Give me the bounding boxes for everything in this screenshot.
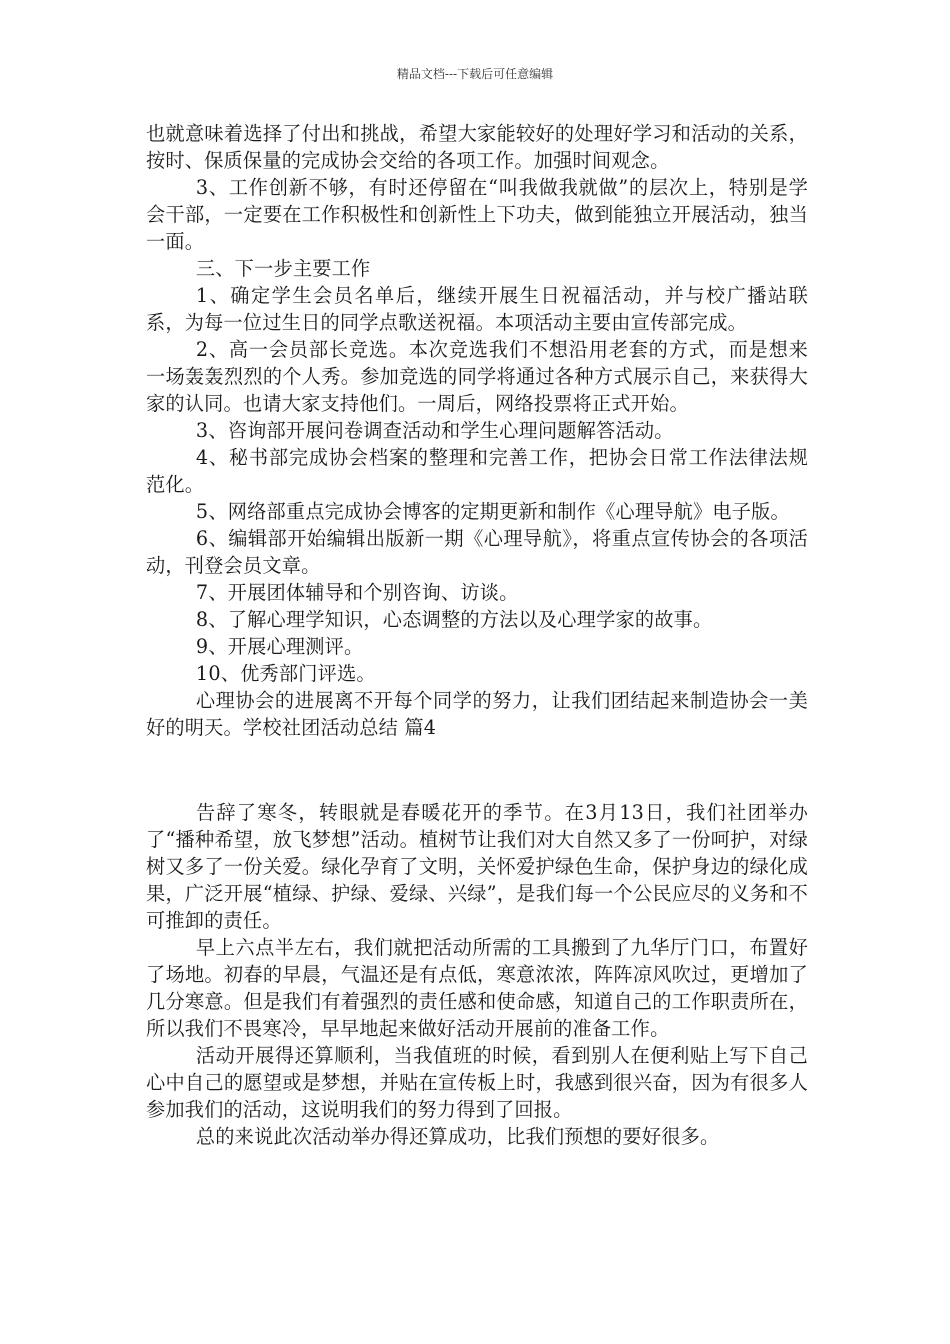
document-body	[146, 120, 808, 1150]
paragraph-summary: 总的来说此次活动举办得还算成功，比我们预想的要好很多。	[195, 1125, 720, 1148]
paragraph-point-3: 3、工作创新不够，有时还停留在“叫我做我就做”的层次上，特别是学会干部，一定要在工作积极性和创新性上下功夫，做到能独立开展活动，独当一面。	[146, 176, 808, 253]
section-heading-next-steps: 三、下一步主要工作	[195, 257, 371, 280]
paragraph-item-1: 1、确定学生会员名单后，继续开展生日祝福活动，并与校广播站联系，为每一位过生日的同学点歌送祝福。本项活动主要由宣传部完成。	[146, 284, 808, 334]
page-header: 精品文档---下载后可任意编辑	[396, 67, 554, 81]
paragraph-item-4: 4、秘书部完成协会档案的整理和完善工作，把协会日常工作法律法规范化。	[146, 446, 808, 496]
paragraph-closing: 心理协会的进展离不开每个同学的努力，让我们团结起来制造协会一美好的明天。学校社团活动总结 篇4	[146, 689, 808, 739]
paragraph-item-2: 2、高一会员部长竞选。本次竞选我们不想沿用老套的方式，而是想来一场轰轰烈烈的个人秀。参加竞选的同学将通过各种方式展示自己，来获得大家的认同。也请大家支持他们。一周后，网络投票将正式开始。	[146, 338, 808, 415]
paragraph-item-10: 10、优秀部门评选。	[195, 662, 376, 685]
paragraph-item-5: 5、网络部重点完成协会博客的定期更新和制作《心理导航》电子版。	[195, 500, 790, 523]
paragraph-item-7: 7、开展团体辅导和个别咨询、访谈。	[195, 581, 519, 604]
paragraph-continuation: 也就意味着选择了付出和挑战，希望大家能较好的处理好学习和活动的关系，按时、保质保量的完成协会交给的各项工作。加强时间观念。	[146, 122, 808, 172]
paragraph-intro-spring: 告辞了寒冬，转眼就是春暖花开的季节。在3月13日，我们社团举办了“播种希望，放飞梦想”活动。植树节让我们对大自然又多了一份呵护，对绿树又多了一份关爱。绿化孕育了文明，关怀爱护绿色生命，保护身边的绿化成果，广泛开展“植绿、护绿、爱绿、兴绿”，是我们每一个公民应尽的义务和不可推卸的责任。	[146, 801, 808, 932]
paragraph-activity-progress: 活动开展得还算顺利，当我值班的时候，看到别人在便利贴上写下自己心中自己的愿望或是梦想，并贴在宣传板上时，我感到很兴奋，因为有很多人参加我们的活动，这说明我们的努力得到了回报。	[146, 1044, 808, 1121]
paragraph-item-9: 9、开展心理测评。	[195, 635, 364, 658]
paragraph-item-8: 8、了解心理学知识，心态调整的方法以及心理学家的故事。	[195, 608, 713, 631]
paragraph-morning-prep: 早上六点半左右，我们就把活动所需的工具搬到了九华厅门口，布置好了场地。初春的早晨，气温还是有点低，寒意浓浓，阵阵凉风吹过，更增加了几分寒意。但是我们有着强烈的责任感和使命感，知道自己的工作职责所在，所以我们不畏寒冷，早早地起来做好活动开展前的准备工作。	[146, 936, 808, 1040]
section-gap	[146, 741, 808, 799]
paragraph-item-3: 3、咨询部开展问卷调查活动和学生心理问题解答活动。	[195, 419, 674, 442]
paragraph-item-6: 6、编辑部开始编辑出版新一期《心理导航》，将重点宣传协会的各项活动，刊登会员文章。	[146, 527, 808, 577]
